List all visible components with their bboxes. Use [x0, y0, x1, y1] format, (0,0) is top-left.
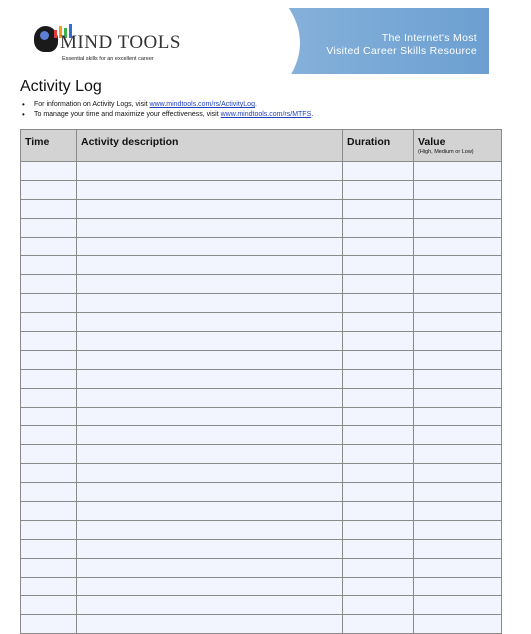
duration-cell[interactable] — [343, 520, 414, 539]
bullet-item — [20, 110, 313, 120]
table-row — [21, 539, 502, 558]
time-cell[interactable] — [21, 199, 77, 218]
value-cell[interactable] — [414, 483, 502, 502]
description-cell[interactable] — [77, 464, 343, 483]
value-cell[interactable] — [414, 199, 502, 218]
description-cell[interactable] — [77, 520, 343, 539]
value-cell[interactable] — [414, 237, 502, 256]
table-row — [21, 464, 502, 483]
time-cell[interactable] — [21, 596, 77, 615]
description-cell[interactable] — [77, 502, 343, 521]
header-value-sub: (High, Medium or Low) — [418, 149, 474, 155]
description-cell[interactable] — [77, 294, 343, 313]
description-cell[interactable] — [77, 388, 343, 407]
header-duration: Duration — [343, 130, 414, 162]
description-cell[interactable] — [77, 256, 343, 275]
bullet-text: To manage your time and maximize your effectiveness, visit — [34, 111, 221, 118]
banner-slogan — [326, 32, 477, 58]
table-row — [21, 313, 502, 332]
value-cell[interactable] — [414, 426, 502, 445]
value-cell[interactable] — [414, 464, 502, 483]
activity-log-link[interactable]: www.mindtools.com/rs/ActivityLog — [149, 101, 255, 108]
description-cell[interactable] — [77, 558, 343, 577]
duration-cell[interactable] — [343, 313, 414, 332]
mindtools-logo — [34, 24, 194, 68]
description-cell[interactable] — [77, 539, 343, 558]
description-cell[interactable] — [77, 483, 343, 502]
time-cell[interactable] — [21, 483, 77, 502]
value-cell[interactable] — [414, 502, 502, 521]
duration-cell[interactable] — [343, 558, 414, 577]
time-cell[interactable] — [21, 445, 77, 464]
duration-cell[interactable] — [343, 615, 414, 634]
description-cell[interactable] — [77, 407, 343, 426]
time-cell[interactable] — [21, 275, 77, 294]
duration-cell[interactable] — [343, 407, 414, 426]
value-cell[interactable] — [414, 350, 502, 369]
value-cell[interactable] — [414, 313, 502, 332]
duration-cell[interactable] — [343, 502, 414, 521]
table-row — [21, 180, 502, 199]
value-cell[interactable] — [414, 275, 502, 294]
duration-cell[interactable] — [343, 218, 414, 237]
time-cell[interactable] — [21, 218, 77, 237]
time-cell[interactable] — [21, 313, 77, 332]
value-cell[interactable] — [414, 256, 502, 275]
table-row — [21, 445, 502, 464]
description-cell[interactable] — [77, 596, 343, 615]
value-cell[interactable] — [414, 369, 502, 388]
mtfs-link[interactable]: www.mindtools.com/rs/MTFS — [220, 111, 312, 118]
value-cell[interactable] — [414, 294, 502, 313]
logo-tagline: Essential skills for an excellent career — [62, 56, 154, 62]
value-cell[interactable] — [414, 520, 502, 539]
table-row — [21, 615, 502, 634]
value-cell[interactable] — [414, 218, 502, 237]
description-cell[interactable] — [77, 162, 343, 181]
description-cell[interactable] — [77, 218, 343, 237]
duration-cell[interactable] — [343, 577, 414, 596]
value-cell[interactable] — [414, 615, 502, 634]
time-cell[interactable] — [21, 407, 77, 426]
table-row — [21, 218, 502, 237]
table-row — [21, 275, 502, 294]
time-cell[interactable] — [21, 162, 77, 181]
time-cell[interactable] — [21, 558, 77, 577]
logo-text: MIND TOOLS — [60, 32, 181, 53]
time-cell[interactable] — [21, 388, 77, 407]
time-cell[interactable] — [21, 369, 77, 388]
duration-cell[interactable] — [343, 256, 414, 275]
duration-cell[interactable] — [343, 369, 414, 388]
bullet-suffix: . — [311, 111, 314, 118]
table-row — [21, 577, 502, 596]
bullet-text: For information on Activity Logs, visit — [34, 101, 150, 108]
description-cell[interactable] — [77, 237, 343, 256]
header-banner — [20, 8, 489, 74]
time-cell[interactable] — [21, 426, 77, 445]
description-cell[interactable] — [77, 180, 343, 199]
duration-cell[interactable] — [343, 539, 414, 558]
description-cell[interactable] — [77, 615, 343, 634]
bullet-suffix: . — [254, 101, 257, 108]
time-cell[interactable] — [21, 294, 77, 313]
table-row — [21, 426, 502, 445]
table-body — [21, 162, 502, 634]
table-row — [21, 388, 502, 407]
time-cell[interactable] — [21, 615, 77, 634]
duration-cell[interactable] — [343, 350, 414, 369]
duration-cell[interactable] — [343, 445, 414, 464]
time-cell[interactable] — [21, 502, 77, 521]
info-bullets — [20, 100, 313, 120]
description-cell[interactable] — [77, 275, 343, 294]
table-row — [21, 199, 502, 218]
description-cell[interactable] — [77, 350, 343, 369]
value-cell[interactable] — [414, 407, 502, 426]
table-row — [21, 596, 502, 615]
description-cell[interactable] — [77, 332, 343, 351]
value-cell[interactable] — [414, 577, 502, 596]
header-description: Activity description — [77, 130, 343, 162]
duration-cell[interactable] — [343, 596, 414, 615]
duration-cell[interactable] — [343, 388, 414, 407]
time-cell[interactable] — [21, 539, 77, 558]
duration-cell[interactable] — [343, 426, 414, 445]
time-cell[interactable] — [21, 577, 77, 596]
bullet-item — [20, 100, 313, 110]
value-cell[interactable] — [414, 388, 502, 407]
duration-cell[interactable] — [343, 332, 414, 351]
banner-slogan-line1: The Internet's Most — [381, 32, 477, 44]
table-row — [21, 237, 502, 256]
description-cell[interactable] — [77, 313, 343, 332]
table-row — [21, 294, 502, 313]
duration-cell[interactable] — [343, 162, 414, 181]
value-cell[interactable] — [414, 332, 502, 351]
header-time: Time — [21, 130, 77, 162]
duration-cell[interactable] — [343, 275, 414, 294]
duration-cell[interactable] — [343, 237, 414, 256]
activity-log-table — [20, 129, 502, 634]
table-row — [21, 332, 502, 351]
table-row — [21, 162, 502, 181]
time-cell[interactable] — [21, 256, 77, 275]
duration-cell[interactable] — [343, 199, 414, 218]
value-cell[interactable] — [414, 539, 502, 558]
value-cell[interactable] — [414, 445, 502, 464]
table-row — [21, 350, 502, 369]
description-cell[interactable] — [77, 426, 343, 445]
time-cell[interactable] — [21, 520, 77, 539]
duration-cell[interactable] — [343, 180, 414, 199]
table-row — [21, 483, 502, 502]
duration-cell[interactable] — [343, 294, 414, 313]
time-cell[interactable] — [21, 332, 77, 351]
value-cell[interactable] — [414, 162, 502, 181]
table-row — [21, 407, 502, 426]
banner-slogan-line2: Visited Career Skills Resource — [326, 45, 477, 57]
header-value — [414, 130, 502, 162]
time-cell[interactable] — [21, 464, 77, 483]
table-row — [21, 369, 502, 388]
value-cell[interactable] — [414, 558, 502, 577]
page-title: Activity Log — [20, 78, 102, 95]
description-cell[interactable] — [77, 369, 343, 388]
description-cell[interactable] — [77, 445, 343, 464]
description-cell[interactable] — [77, 199, 343, 218]
value-cell[interactable] — [414, 180, 502, 199]
header-value-label: Value — [418, 136, 446, 148]
time-cell[interactable] — [21, 350, 77, 369]
value-cell[interactable] — [414, 596, 502, 615]
table-row — [21, 520, 502, 539]
duration-cell[interactable] — [343, 483, 414, 502]
time-cell[interactable] — [21, 180, 77, 199]
table-row — [21, 558, 502, 577]
table-row — [21, 502, 502, 521]
duration-cell[interactable] — [343, 464, 414, 483]
description-cell[interactable] — [77, 577, 343, 596]
table-header-row — [21, 130, 502, 162]
table-row — [21, 256, 502, 275]
time-cell[interactable] — [21, 237, 77, 256]
